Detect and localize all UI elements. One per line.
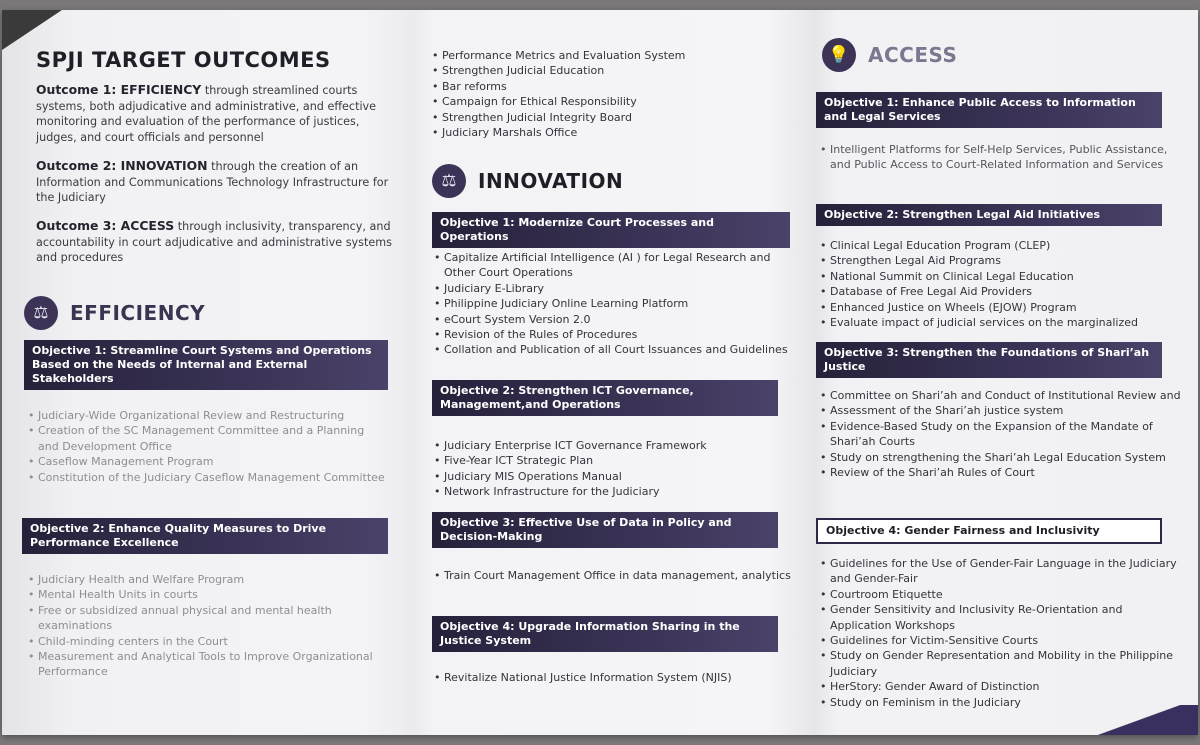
panel-innovation — [414, 10, 804, 735]
lightbulb-icon: 💡 — [822, 38, 856, 72]
list-item: • Evidence-Based Study on the Expansion of the Mandate of Shari’ah Courts — [820, 419, 1184, 450]
innovation-objective-3 — [432, 512, 778, 548]
list-item: • Study on strengthening the Shari’ah Legal Education System — [820, 450, 1184, 465]
list-item: • Judiciary Health and Welfare Program — [28, 572, 388, 587]
list-item: • Philippine Judiciary Online Learning Platform — [434, 296, 794, 311]
list-item: • Mental Health Units in courts — [28, 587, 388, 602]
list-item: • Gender Sensitivity and Inclusivity Re-Orientation and Application Workshops — [820, 602, 1184, 633]
list-item: • National Summit on Clinical Legal Education — [820, 269, 1184, 284]
list-item: • Constitution of the Judiciary Caseflow Management Committee — [28, 470, 388, 485]
outcome-1 — [36, 82, 396, 145]
efficiency-objective-2-list — [28, 572, 388, 680]
list-item: • Train Court Management Office in data management, analytics — [434, 568, 794, 583]
list-item: • Strengthen Judicial Education — [432, 63, 792, 78]
list-item: • HerStory: Gender Award of Distinction — [820, 679, 1184, 694]
outcome-3-label: Outcome 3: ACCESS — [36, 218, 175, 233]
access-objective-4-list — [820, 556, 1184, 710]
access-header — [822, 38, 957, 72]
innovation-objective-4 — [432, 616, 778, 652]
efficiency-continued-list — [432, 48, 792, 140]
list-item: • eCourt System Version 2.0 — [434, 312, 794, 327]
outcome-1-label: Outcome 1: EFFICIENCY — [36, 82, 202, 97]
innovation-objective-3-title: Objective 3: Effective Use of Data in Policy and Decision-Making — [440, 516, 732, 543]
list-item: • Creation of the SC Management Committee and a Planning and Development Office — [28, 423, 388, 454]
access-objective-2-title: Objective 2: Strengthen Legal Aid Initiatives — [824, 208, 1101, 221]
efficiency-objective-1-title: Objective 1: Streamline Court Systems and Operations Based on the Needs of Internal and External Stakeholders — [32, 344, 372, 385]
list-item: • Five-Year ICT Strategic Plan — [434, 453, 794, 468]
efficiency-objective-1-list — [28, 408, 388, 485]
list-item: • Free or subsidized annual physical and mental health examinations — [28, 603, 388, 634]
outcome-2 — [36, 158, 396, 206]
list-item: • Enhanced Justice on Wheels (EJOW) Program — [820, 300, 1184, 315]
list-item: • Measurement and Analytical Tools to Improve Organizational Performance — [28, 649, 388, 680]
panel-outcomes — [2, 10, 410, 735]
innovation-objective-1-list — [434, 250, 794, 358]
list-item: • Network Infrastructure for the Judiciary — [434, 484, 794, 499]
innovation-objective-3-list — [434, 568, 794, 583]
list-item: • Campaign for Ethical Responsibility — [432, 94, 792, 109]
list-item: • Judiciary-Wide Organizational Review and Restructuring — [28, 408, 388, 423]
outcome-2-text: through the creation of an Information and Communications Technology Infrastructure for the Judiciary — [36, 160, 389, 204]
list-item: • Study on Gender Representation and Mobility in the Philippine Judiciary — [820, 648, 1184, 679]
list-item: • Performance Metrics and Evaluation System — [432, 48, 792, 63]
list-item: • Database of Free Legal Aid Providers — [820, 284, 1184, 299]
outcome-2-label: Outcome 2: INNOVATION — [36, 158, 208, 173]
list-item: • Collation and Publication of all Court Issuances and Guidelines — [434, 342, 794, 357]
access-objective-1 — [816, 92, 1162, 128]
list-item: • Evaluate impact of judicial services on the marginalized — [820, 315, 1184, 330]
list-item: • Strengthen Judicial Integrity Board — [432, 110, 792, 125]
list-item: • Intelligent Platforms for Self-Help Services, Public Assistance, and Public Access to Court-Related Information and Services — [820, 142, 1184, 173]
outcome-3 — [36, 218, 396, 266]
access-objective-4 — [816, 518, 1162, 544]
list-item: • Judiciary Marshals Office — [432, 125, 792, 140]
efficiency-objective-2-title: Objective 2: Enhance Quality Measures to Drive Performance Excellence — [30, 522, 327, 549]
list-item: • Capitalize Artificial Intelligence (AI ) for Legal Research and Other Court Operations — [434, 250, 794, 281]
outcome-3-text: through inclusivity, transparency, and accountability in court adjudicative and administrative systems and procedures — [36, 220, 392, 264]
list-item: • Revitalize National Justice Information System (NJIS) — [434, 670, 794, 685]
innovation-objective-2-title: Objective 2: Strengthen ICT Governance, Management,and Operations — [440, 384, 694, 411]
access-objective-1-title: Objective 1: Enhance Public Access to Information and Legal Services — [824, 96, 1136, 123]
scales-icon: ⚖ — [432, 164, 466, 198]
panel-access — [804, 10, 1198, 735]
efficiency-title: EFFICIENCY — [70, 301, 206, 325]
list-item: • Guidelines for the Use of Gender-Fair Language in the Judiciary and Gender-Fair — [820, 556, 1184, 587]
efficiency-header — [24, 296, 205, 330]
innovation-objective-1 — [432, 212, 790, 248]
list-item: • Child-minding centers in the Court — [28, 634, 388, 649]
scales-icon: ⚖ — [24, 296, 58, 330]
efficiency-objective-1 — [24, 340, 388, 390]
list-item: • Strengthen Legal Aid Programs — [820, 253, 1184, 268]
innovation-objective-4-title: Objective 4: Upgrade Information Sharing in the Justice System — [440, 620, 740, 647]
access-title: ACCESS — [868, 43, 958, 67]
access-objective-3-title: Objective 3: Strengthen the Foundations of Shari’ah Justice — [824, 346, 1150, 373]
list-item: • Bar reforms — [432, 79, 792, 94]
innovation-objective-1-title: Objective 1: Modernize Court Processes and Operations — [440, 216, 714, 243]
efficiency-objective-2 — [22, 518, 388, 554]
list-item: • Caseflow Management Program — [28, 454, 388, 469]
list-item: • Committee on Shari’ah and Conduct of Institutional Review and — [820, 388, 1184, 403]
access-objective-3-list — [820, 388, 1184, 480]
list-item: • Judiciary E-Library — [434, 281, 794, 296]
access-objective-1-list — [820, 142, 1184, 173]
innovation-objective-4-list — [434, 670, 794, 685]
list-item: • Review of the Shari’ah Rules of Court — [820, 465, 1184, 480]
innovation-header — [432, 164, 623, 198]
access-objective-2-list — [820, 238, 1184, 330]
list-item: • Judiciary Enterprise ICT Governance Framework — [434, 438, 794, 453]
list-item: • Study on Feminism in the Judiciary — [820, 695, 1184, 710]
outcome-1-text: through streamlined courts systems, both adjudicative and administrative, and effective monitoring and evaluation of the performance of justices, judges, and court officials and personnel — [36, 84, 377, 144]
innovation-title: INNOVATION — [478, 169, 624, 193]
list-item: • Guidelines for Victim-Sensitive Courts — [820, 633, 1184, 648]
list-item: • Judiciary MIS Operations Manual — [434, 469, 794, 484]
innovation-objective-2-list — [434, 438, 794, 500]
access-objective-2 — [816, 204, 1162, 226]
innovation-objective-2 — [432, 380, 778, 416]
list-item: • Assessment of the Shari’ah justice system — [820, 403, 1184, 418]
page-title: SPJI TARGET OUTCOMES — [36, 48, 331, 72]
list-item: • Clinical Legal Education Program (CLEP) — [820, 238, 1184, 253]
list-item: • Courtroom Etiquette — [820, 587, 1184, 602]
access-objective-3 — [816, 342, 1162, 378]
brochure-sheet — [2, 10, 1198, 735]
list-item: • Revision of the Rules of Procedures — [434, 327, 794, 342]
access-objective-4-title: Objective 4: Gender Fairness and Inclusivity — [826, 524, 1100, 537]
